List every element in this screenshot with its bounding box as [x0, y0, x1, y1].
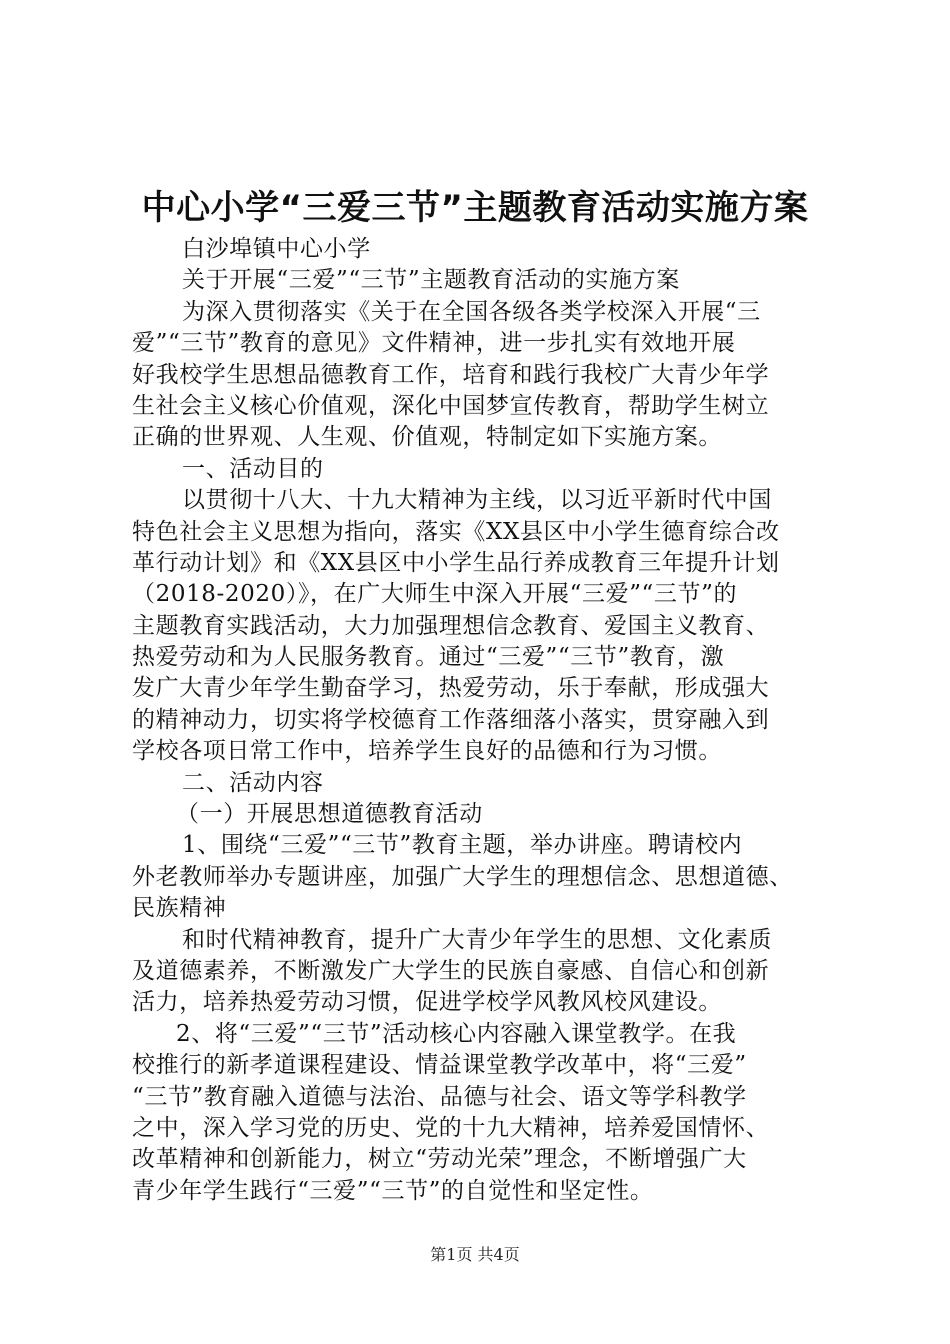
- page-number: 第1页 共4页: [430, 1245, 520, 1264]
- paragraph-line: 生社会主义核心价值观，深化中国梦宣传教育，帮助学生树立: [132, 392, 770, 419]
- paragraph-line: 校推行的新孝道课程建设、情益课堂教学改革中，将“三爱”: [132, 1052, 747, 1079]
- paragraph-line: 特色社会主义思想为指向，落实《XX县区中小学生德育综合改: [132, 518, 780, 545]
- paragraph-line: 和时代精神教育，提升广大青少年学生的思想、文化素质: [182, 926, 772, 953]
- paragraph-line: 青少年学生践行“三爱”“三节”的自觉性和坚定性。: [132, 1177, 654, 1204]
- paragraph-line: 民族精神: [132, 895, 227, 922]
- paragraph-line: 以贯彻十八大、十九大精神为主线，以习近平新时代中国: [182, 487, 772, 514]
- subtitle-line: 关于开展“三爱”“三节”主题教育活动的实施方案: [182, 267, 680, 294]
- subsection-heading: （一）开展思想道德教育活动: [176, 801, 483, 828]
- school-name-line: 白沙埠镇中心小学: [182, 236, 371, 262]
- paragraph-line: 正确的世界观、人生观、价值观，特制定如下实施方案。: [132, 424, 722, 451]
- paragraph-line: 学校各项日常工作中，培养学生良好的品德和行为习惯。: [132, 738, 722, 765]
- paragraph-line: 主题教育实践活动，大力加强理想信念教育、爱国主义教育、: [132, 612, 770, 639]
- paragraph-line: 改革精神和创新能力，树立“劳动光荣”理念，不断增强广大: [132, 1146, 747, 1173]
- paragraph-line: 革行动计划》和《XX县区中小学生品行养成教育三年提升计划: [132, 549, 780, 576]
- paragraph-line: 热爱劳动和为人民服务教育。通过“三爱”“三节”教育，激: [132, 644, 725, 671]
- section-heading: 一、活动目的: [182, 455, 324, 482]
- document-title: 中心小学“三爱三节”主题教育活动实施方案: [141, 188, 809, 228]
- paragraph-line: “三节”教育融入道德与法治、品德与社会、语文等学科教学: [132, 1083, 747, 1110]
- document-body: [132, 234, 832, 1207]
- paragraph-line: 为深入贯彻落实《关于在全国各级各类学校深入开展“三: [182, 298, 761, 325]
- paragraph-line: 外老教师举办专题讲座，加强广大学生的理想信念、思想道德、: [132, 863, 793, 890]
- paragraph-line: 的精神动力，切实将学校德育工作落细落小落实，贯穿融入到: [132, 706, 770, 733]
- paragraph-line: 发广大青少年学生勤奋学习，热爱劳动，乐于奉献，形成强大: [132, 675, 770, 702]
- section-heading: 二、活动内容: [182, 769, 324, 796]
- paragraph-line: 好我校学生思想品德教育工作，培育和践行我校广大青少年学: [132, 361, 770, 388]
- paragraph-line: 爱”“三节”教育的意见》文件精神，进一步扎实有效地开展: [132, 330, 736, 357]
- paragraph-line: （2018-2020）》，在广大师生中深入开展“三爱”“三节”的: [132, 581, 738, 608]
- paragraph-line: 1、围绕“三爱”“三节”教育主题，举办讲座。聘请校内: [182, 832, 743, 859]
- paragraph-line: 2、将“三爱”“三节”活动核心内容融入课堂教学。在我: [176, 1020, 737, 1047]
- paragraph-line: 及道德素养，不断激发广大学生的民族自豪感、自信心和创新: [132, 957, 770, 984]
- paragraph-line: 之中，深入学习党的历史、党的十九大精神，培养爱国情怀、: [132, 1114, 770, 1141]
- paragraph-line: 活力，培养热爱劳动习惯，促进学校学风教风校风建设。: [132, 989, 722, 1016]
